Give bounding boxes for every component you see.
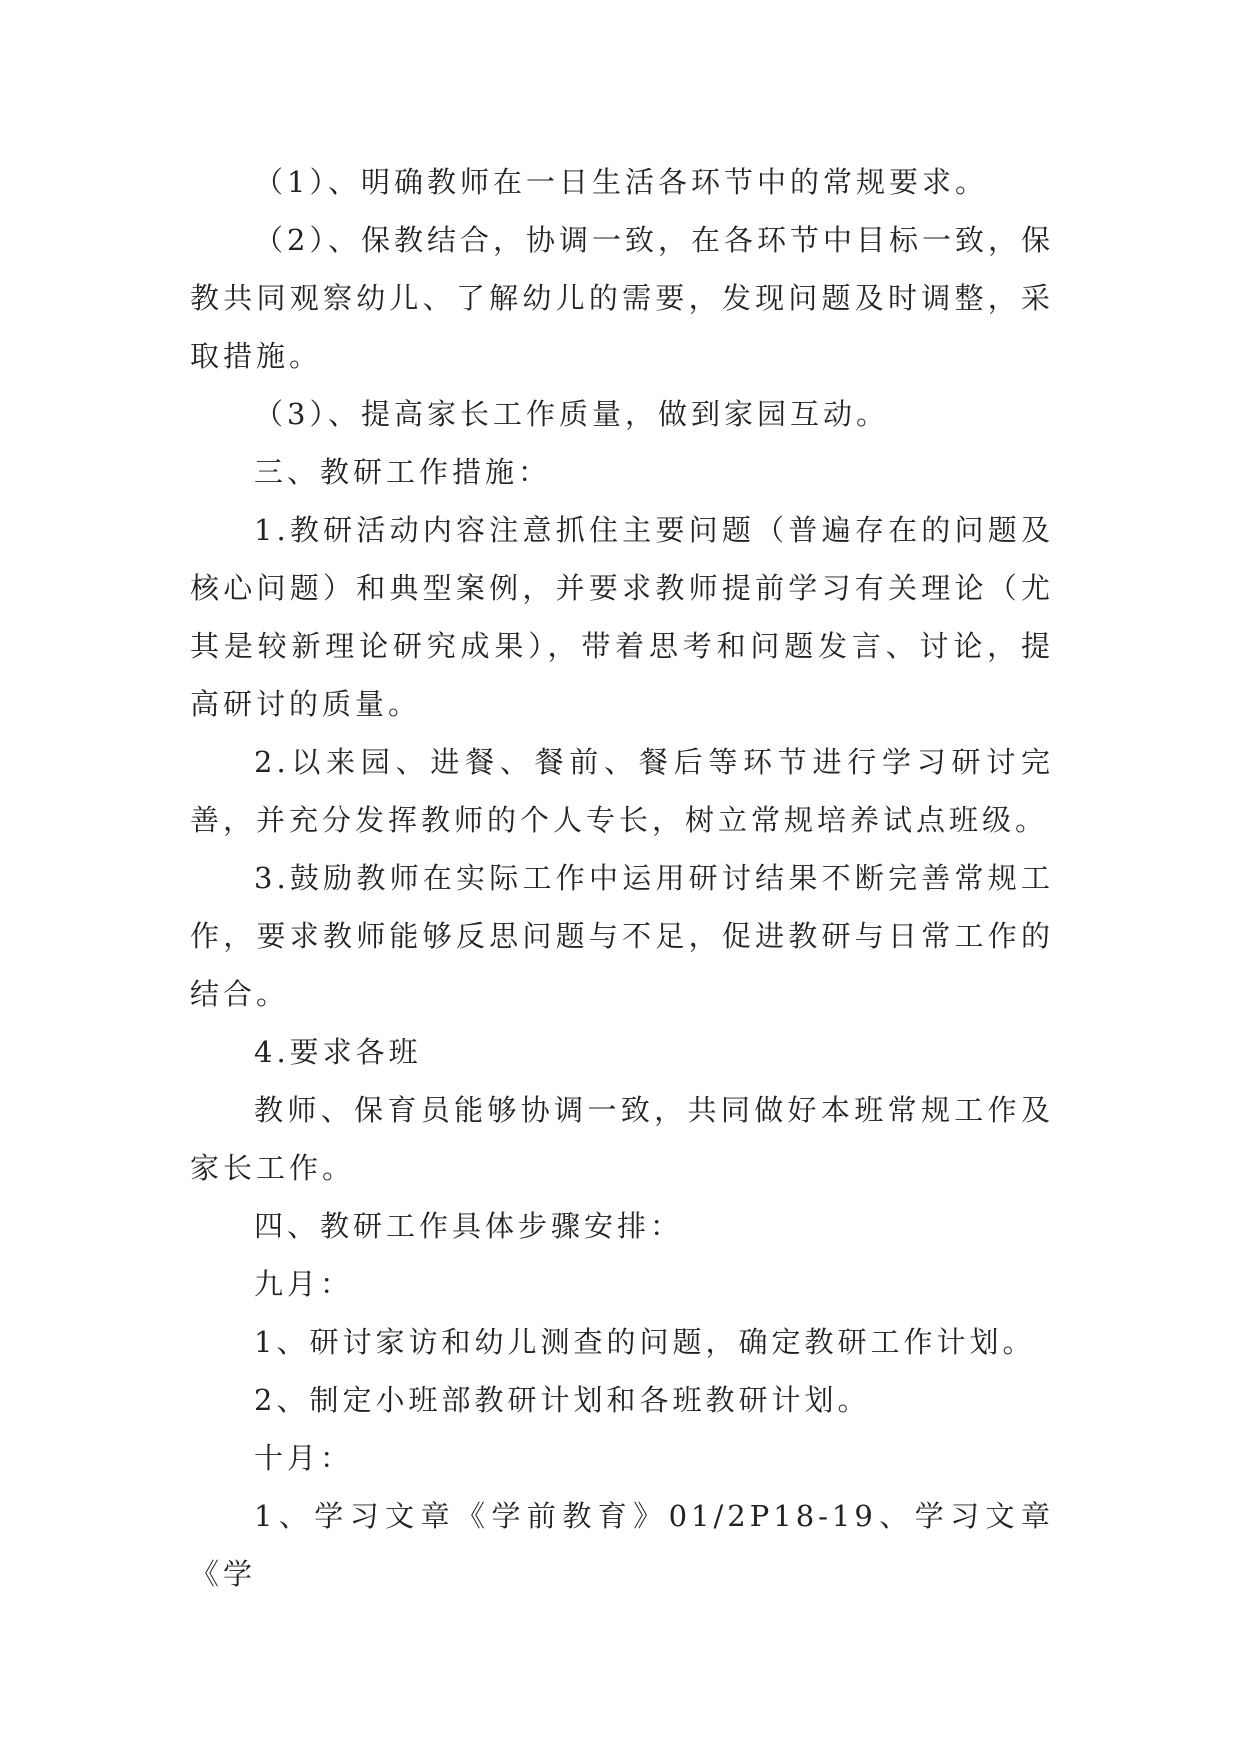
list-item: 2、制定小班部教研计划和各班教研计划。 [254,1383,871,1417]
section-heading: 四、教研工作具体步骤安排： [254,1209,684,1243]
paragraph: （2）、保教结合，协调一致，在各环节中目标一致，保教共同观察幼儿、了解幼儿的需要，发现问题及时调整，采取措施。 [190,223,1054,373]
paragraph: 1.教研活动内容注意抓住主要问题（普遍存在的问题及核心问题）和典型案例，并要求教师提前学习有关理论（尤其是较新理论研究成果），带着思考和问题发言、讨论，提高研讨的质量。 [190,513,1054,721]
paragraph: 4.要求各班 [254,1035,422,1069]
month-heading: 九月： [254,1267,354,1301]
list-item: 1、学习文章《学前教育》01/2P18-19、学习文章《学 [190,1499,1054,1591]
paragraph: 3.鼓励教师在实际工作中运用研讨结果不断完善常规工作，要求教师能够反思问题与不足，促进教研与日常工作的结合。 [190,861,1054,1011]
paragraph: 教师、保育员能够协调一致，共同做好本班常规工作及家长工作。 [190,1093,1054,1185]
paragraph: （3）、提高家长工作质量，做到家园互动。 [254,397,889,431]
section-heading: 三、教研工作措施： [254,455,552,489]
month-heading: 十月： [254,1441,354,1475]
document-body [190,153,1054,1603]
paragraph: 2.以来园、进餐、餐前、餐后等环节进行学习研讨完善，并充分发挥教师的个人专长，树立常规培养试点班级。 [190,745,1054,837]
list-item: 1、研讨家访和幼儿测查的问题，确定教研工作计划。 [254,1325,1036,1359]
paragraph: （1）、明确教师在一日生活各环节中的常规要求。 [254,165,988,199]
